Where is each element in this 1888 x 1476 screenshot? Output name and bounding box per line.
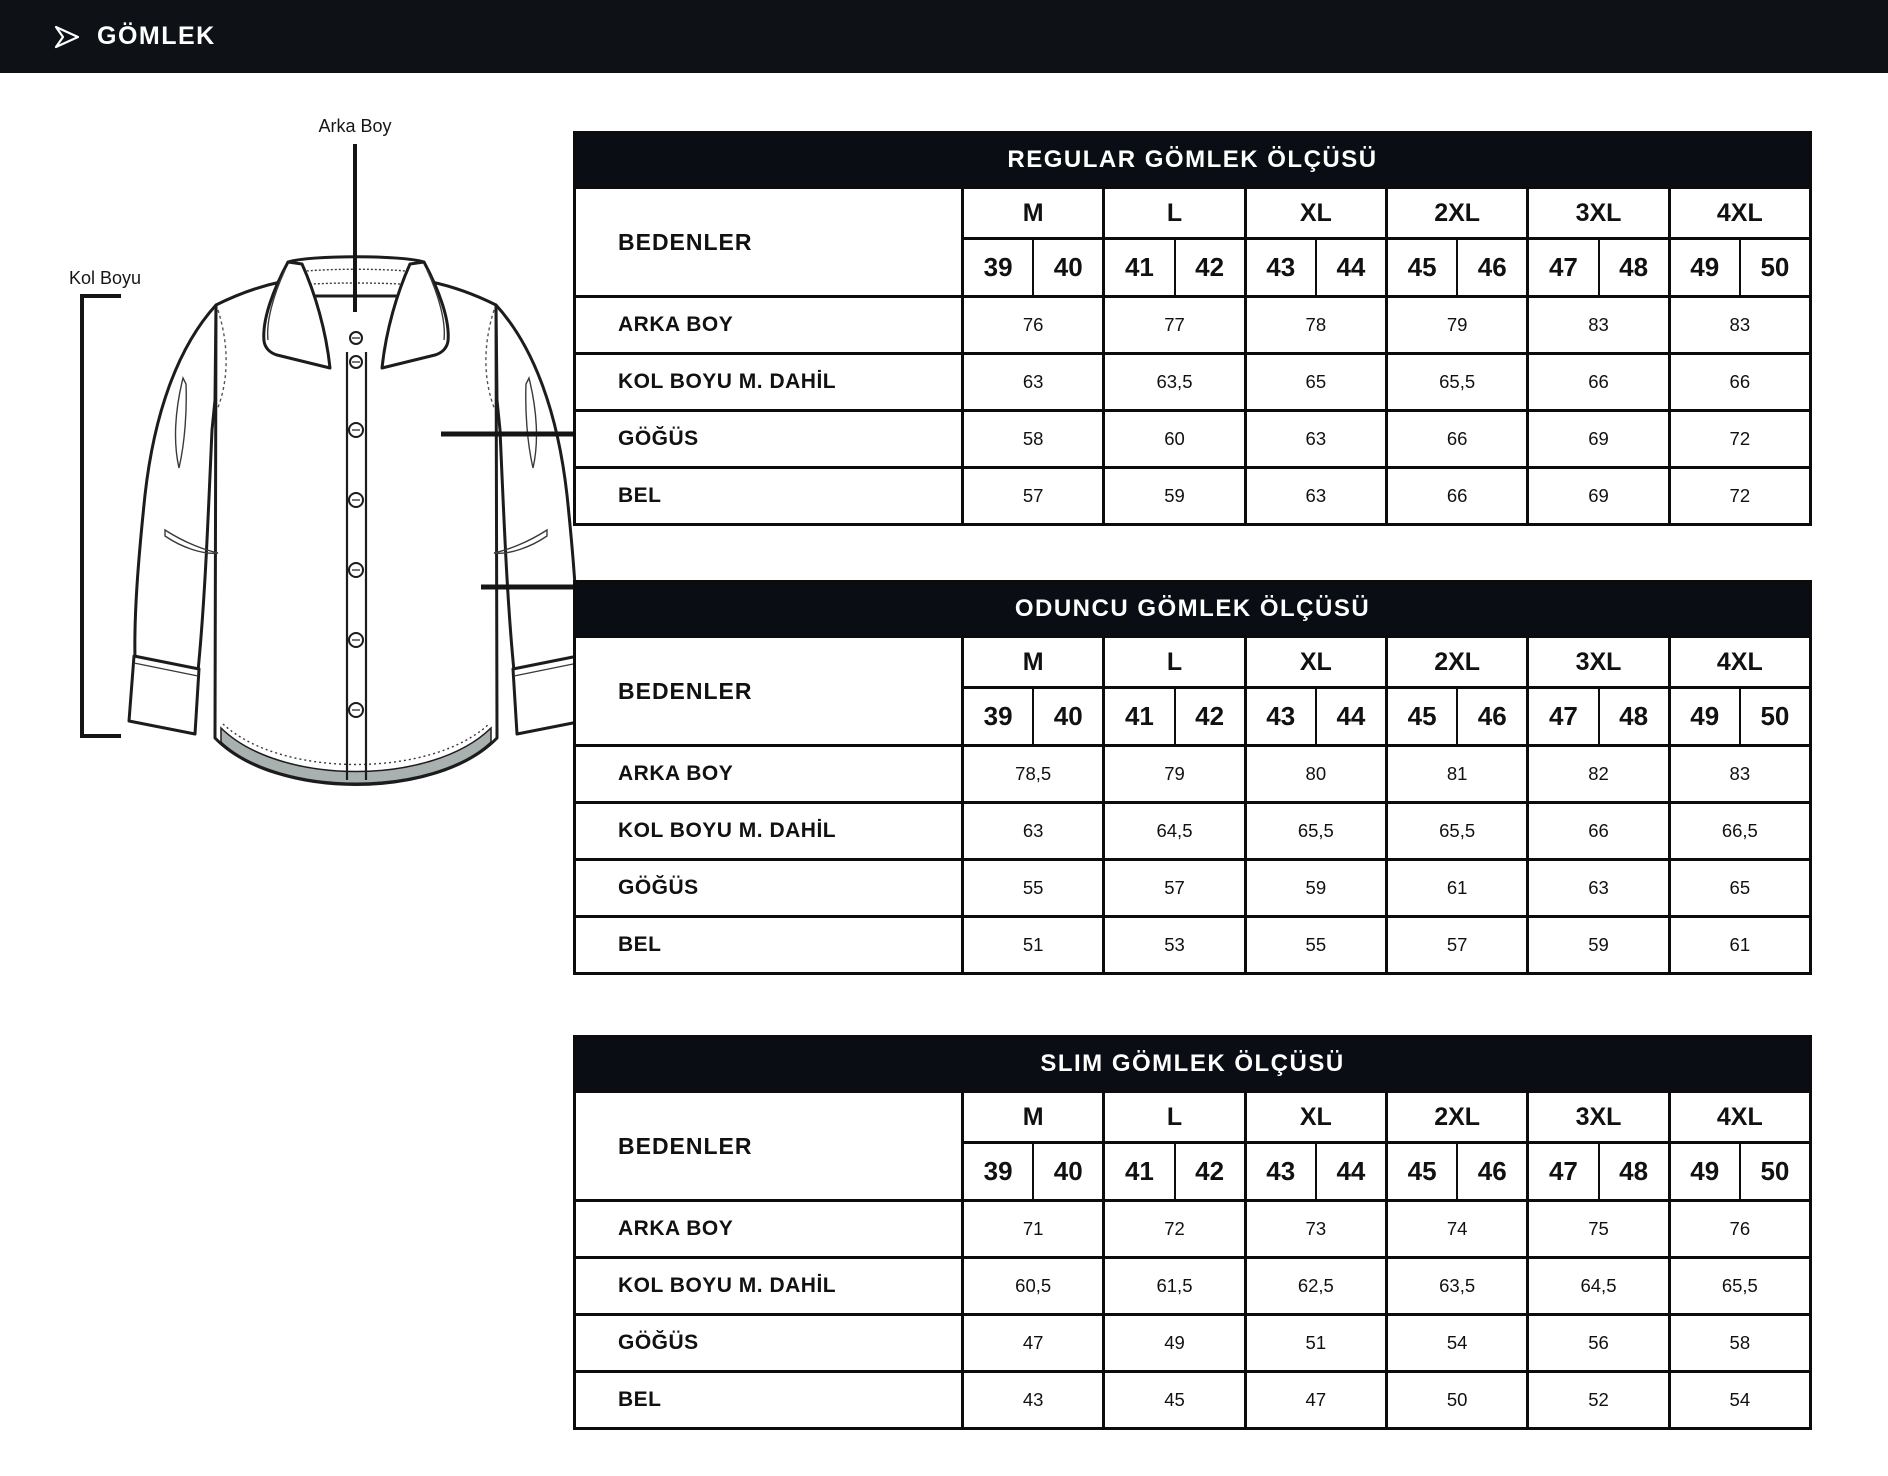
size-number: 41 bbox=[1105, 1144, 1175, 1199]
size-number: 45 bbox=[1388, 689, 1458, 744]
measurement-value: 57 bbox=[964, 469, 1102, 523]
measurement-value: 63 bbox=[964, 355, 1102, 409]
size-number-pair bbox=[1247, 689, 1385, 744]
size-number: 43 bbox=[1247, 240, 1317, 295]
size-group-header: XL bbox=[1247, 189, 1385, 237]
size-table-slim bbox=[573, 1035, 1812, 1430]
size-number: 45 bbox=[1388, 240, 1458, 295]
size-number-pair bbox=[1388, 240, 1526, 295]
measurement-value: 58 bbox=[1671, 1316, 1809, 1370]
size-number-pair bbox=[964, 689, 1102, 744]
measurement-value: 83 bbox=[1671, 747, 1809, 801]
size-number-pair bbox=[1529, 689, 1667, 744]
size-number: 41 bbox=[1105, 240, 1175, 295]
size-number-pair bbox=[1105, 689, 1243, 744]
size-number: 40 bbox=[1053, 1156, 1083, 1186]
measurement-value: 55 bbox=[964, 861, 1102, 915]
measurement-value: 66 bbox=[1529, 355, 1667, 409]
size-number: 46 bbox=[1477, 701, 1507, 731]
row-label: GÖĞÜS bbox=[576, 1316, 961, 1370]
measurement-value: 83 bbox=[1671, 298, 1809, 352]
size-number: 42 bbox=[1195, 701, 1225, 731]
measurement-value: 65,5 bbox=[1388, 355, 1526, 409]
size-group-header: XL bbox=[1247, 638, 1385, 686]
table-title: REGULAR GÖMLEK ÖLÇÜSÜ bbox=[576, 134, 1809, 186]
measurement-value: 63,5 bbox=[1105, 355, 1243, 409]
measurement-value: 52 bbox=[1529, 1373, 1667, 1427]
size-number: 43 bbox=[1247, 689, 1317, 744]
size-number: 41 bbox=[1105, 689, 1175, 744]
size-number: 50 bbox=[1760, 701, 1790, 731]
size-number-pair bbox=[1247, 1144, 1385, 1199]
size-group-header: 4XL bbox=[1671, 638, 1809, 686]
measurement-value: 76 bbox=[964, 298, 1102, 352]
measurement-value: 55 bbox=[1247, 918, 1385, 972]
size-number: 49 bbox=[1671, 1144, 1741, 1199]
measurement-value: 59 bbox=[1247, 861, 1385, 915]
size-number-pair bbox=[1529, 1144, 1667, 1199]
bedenler-header: BEDENLER bbox=[576, 189, 961, 295]
table-title: SLIM GÖMLEK ÖLÇÜSÜ bbox=[576, 1038, 1809, 1090]
measurement-value: 59 bbox=[1105, 469, 1243, 523]
measurement-value: 62,5 bbox=[1247, 1259, 1385, 1313]
size-number: 49 bbox=[1671, 689, 1741, 744]
size-group-header: 3XL bbox=[1529, 638, 1667, 686]
kol-boyu-bracket bbox=[82, 296, 121, 736]
row-label: BEL bbox=[576, 1373, 961, 1427]
size-number: 39 bbox=[964, 689, 1034, 744]
measurement-value: 45 bbox=[1105, 1373, 1243, 1427]
size-number-pair bbox=[1671, 1144, 1809, 1199]
size-number: 40 bbox=[1053, 701, 1083, 731]
measurement-value: 78,5 bbox=[964, 747, 1102, 801]
row-label: ARKA BOY bbox=[576, 1202, 961, 1256]
measurement-value: 54 bbox=[1388, 1316, 1526, 1370]
size-number-pair bbox=[964, 240, 1102, 295]
measurement-value: 54 bbox=[1671, 1373, 1809, 1427]
size-group-header: 2XL bbox=[1388, 189, 1526, 237]
measurement-value: 57 bbox=[1105, 861, 1243, 915]
measurement-value: 60 bbox=[1105, 412, 1243, 466]
measurement-value: 63,5 bbox=[1388, 1259, 1526, 1313]
table-title: ODUNCU GÖMLEK ÖLÇÜSÜ bbox=[576, 583, 1809, 635]
measurement-value: 58 bbox=[964, 412, 1102, 466]
row-label: KOL BOYU M. DAHİL bbox=[576, 804, 961, 858]
size-group-header: 4XL bbox=[1671, 1093, 1809, 1141]
size-number: 44 bbox=[1336, 1156, 1366, 1186]
size-table-regular bbox=[573, 131, 1812, 526]
shirt-right-sleeve bbox=[496, 305, 577, 671]
size-number: 49 bbox=[1671, 240, 1741, 295]
measurement-value: 82 bbox=[1529, 747, 1667, 801]
measurement-value: 77 bbox=[1105, 298, 1243, 352]
size-group-header: L bbox=[1105, 1093, 1243, 1141]
size-number: 46 bbox=[1477, 1156, 1507, 1186]
row-label: KOL BOYU M. DAHİL bbox=[576, 1259, 961, 1313]
measurement-value: 63 bbox=[1247, 412, 1385, 466]
row-label: ARKA BOY bbox=[576, 747, 961, 801]
size-number: 47 bbox=[1529, 1144, 1599, 1199]
size-group-header: 2XL bbox=[1388, 638, 1526, 686]
measurement-value: 72 bbox=[1671, 469, 1809, 523]
measurement-value: 69 bbox=[1529, 469, 1667, 523]
size-number: 45 bbox=[1388, 1144, 1458, 1199]
measurement-value: 66 bbox=[1388, 469, 1526, 523]
measurement-value: 65 bbox=[1247, 355, 1385, 409]
size-group-header: L bbox=[1105, 638, 1243, 686]
measurement-value: 61 bbox=[1671, 918, 1809, 972]
size-table-oduncu bbox=[573, 580, 1812, 975]
size-number: 48 bbox=[1619, 252, 1649, 282]
measurement-value: 78 bbox=[1247, 298, 1385, 352]
bedenler-header: BEDENLER bbox=[576, 1093, 961, 1199]
measurement-value: 50 bbox=[1388, 1373, 1526, 1427]
size-number: 48 bbox=[1619, 701, 1649, 731]
size-number: 48 bbox=[1619, 1156, 1649, 1186]
size-group-header: 3XL bbox=[1529, 1093, 1667, 1141]
measurement-value: 74 bbox=[1388, 1202, 1526, 1256]
measurement-value: 59 bbox=[1529, 918, 1667, 972]
row-label: ARKA BOY bbox=[576, 298, 961, 352]
shirt-left-cuff bbox=[129, 656, 199, 734]
measurement-value: 83 bbox=[1529, 298, 1667, 352]
size-number-pair bbox=[1105, 1144, 1243, 1199]
size-number: 39 bbox=[964, 240, 1034, 295]
size-number: 42 bbox=[1195, 1156, 1225, 1186]
measurement-value: 65,5 bbox=[1388, 804, 1526, 858]
size-number-pair bbox=[1388, 689, 1526, 744]
measurement-value: 65 bbox=[1671, 861, 1809, 915]
size-group-header: 3XL bbox=[1529, 189, 1667, 237]
measurement-value: 65,5 bbox=[1247, 804, 1385, 858]
measurement-value: 51 bbox=[964, 918, 1102, 972]
measurement-value: 66 bbox=[1671, 355, 1809, 409]
kol-boyu-label: Kol Boyu bbox=[69, 268, 142, 288]
measurement-value: 64,5 bbox=[1529, 1259, 1667, 1313]
row-label: GÖĞÜS bbox=[576, 412, 961, 466]
measurement-value: 72 bbox=[1105, 1202, 1243, 1256]
measurement-value: 69 bbox=[1529, 412, 1667, 466]
double-arrow-icon bbox=[52, 23, 82, 51]
size-number: 47 bbox=[1529, 240, 1599, 295]
size-number: 47 bbox=[1529, 689, 1599, 744]
measurement-value: 80 bbox=[1247, 747, 1385, 801]
size-number: 43 bbox=[1247, 1144, 1317, 1199]
measurement-value: 57 bbox=[1388, 918, 1526, 972]
measurement-value: 63 bbox=[964, 804, 1102, 858]
size-number: 50 bbox=[1760, 1156, 1790, 1186]
measurement-value: 64,5 bbox=[1105, 804, 1243, 858]
measurement-value: 56 bbox=[1529, 1316, 1667, 1370]
row-label: BEL bbox=[576, 918, 961, 972]
row-label: KOL BOYU M. DAHİL bbox=[576, 355, 961, 409]
measurement-value: 65,5 bbox=[1671, 1259, 1809, 1313]
measurement-value: 73 bbox=[1247, 1202, 1385, 1256]
row-label: GÖĞÜS bbox=[576, 861, 961, 915]
measurement-value: 79 bbox=[1105, 747, 1243, 801]
size-group-header: XL bbox=[1247, 1093, 1385, 1141]
size-group-header: L bbox=[1105, 189, 1243, 237]
size-number: 42 bbox=[1195, 252, 1225, 282]
size-group-header: M bbox=[964, 1093, 1102, 1141]
page-title: GÖMLEK bbox=[97, 22, 216, 50]
measurement-value: 61 bbox=[1388, 861, 1526, 915]
size-group-header: M bbox=[964, 189, 1102, 237]
measurement-value: 47 bbox=[1247, 1373, 1385, 1427]
measurement-value: 76 bbox=[1671, 1202, 1809, 1256]
size-number-pair bbox=[1529, 240, 1667, 295]
measurement-value: 63 bbox=[1247, 469, 1385, 523]
size-number: 50 bbox=[1760, 252, 1790, 282]
size-number-pair bbox=[1247, 240, 1385, 295]
measurement-value: 43 bbox=[964, 1373, 1102, 1427]
arka-boy-label: Arka Boy bbox=[318, 116, 392, 136]
size-group-header: M bbox=[964, 638, 1102, 686]
measurement-value: 79 bbox=[1388, 298, 1526, 352]
measurement-value: 66 bbox=[1529, 804, 1667, 858]
size-number-pair bbox=[1671, 689, 1809, 744]
size-number-pair bbox=[964, 1144, 1102, 1199]
size-number-pair bbox=[1105, 240, 1243, 295]
measurement-value: 63 bbox=[1529, 861, 1667, 915]
size-number-pair bbox=[1671, 240, 1809, 295]
measurement-value: 51 bbox=[1247, 1316, 1385, 1370]
size-group-header: 4XL bbox=[1671, 189, 1809, 237]
measurement-value: 71 bbox=[964, 1202, 1102, 1256]
measurement-value: 61,5 bbox=[1105, 1259, 1243, 1313]
measurement-value: 49 bbox=[1105, 1316, 1243, 1370]
measurement-value: 53 bbox=[1105, 918, 1243, 972]
page-header bbox=[0, 0, 1888, 73]
measurement-value: 72 bbox=[1671, 412, 1809, 466]
measurement-value: 66 bbox=[1388, 412, 1526, 466]
row-label: BEL bbox=[576, 469, 961, 523]
measurement-value: 81 bbox=[1388, 747, 1526, 801]
measurement-value: 60,5 bbox=[964, 1259, 1102, 1313]
size-group-header: 2XL bbox=[1388, 1093, 1526, 1141]
size-number: 46 bbox=[1477, 252, 1507, 282]
size-number: 40 bbox=[1053, 252, 1083, 282]
size-number: 44 bbox=[1336, 701, 1366, 731]
measurement-value: 47 bbox=[964, 1316, 1102, 1370]
shirt-left-sleeve bbox=[135, 305, 216, 671]
bedenler-header: BEDENLER bbox=[576, 638, 961, 744]
size-number-pair bbox=[1388, 1144, 1526, 1199]
size-number: 39 bbox=[964, 1144, 1034, 1199]
size-number: 44 bbox=[1336, 252, 1366, 282]
measurement-value: 75 bbox=[1529, 1202, 1667, 1256]
measurement-value: 66,5 bbox=[1671, 804, 1809, 858]
